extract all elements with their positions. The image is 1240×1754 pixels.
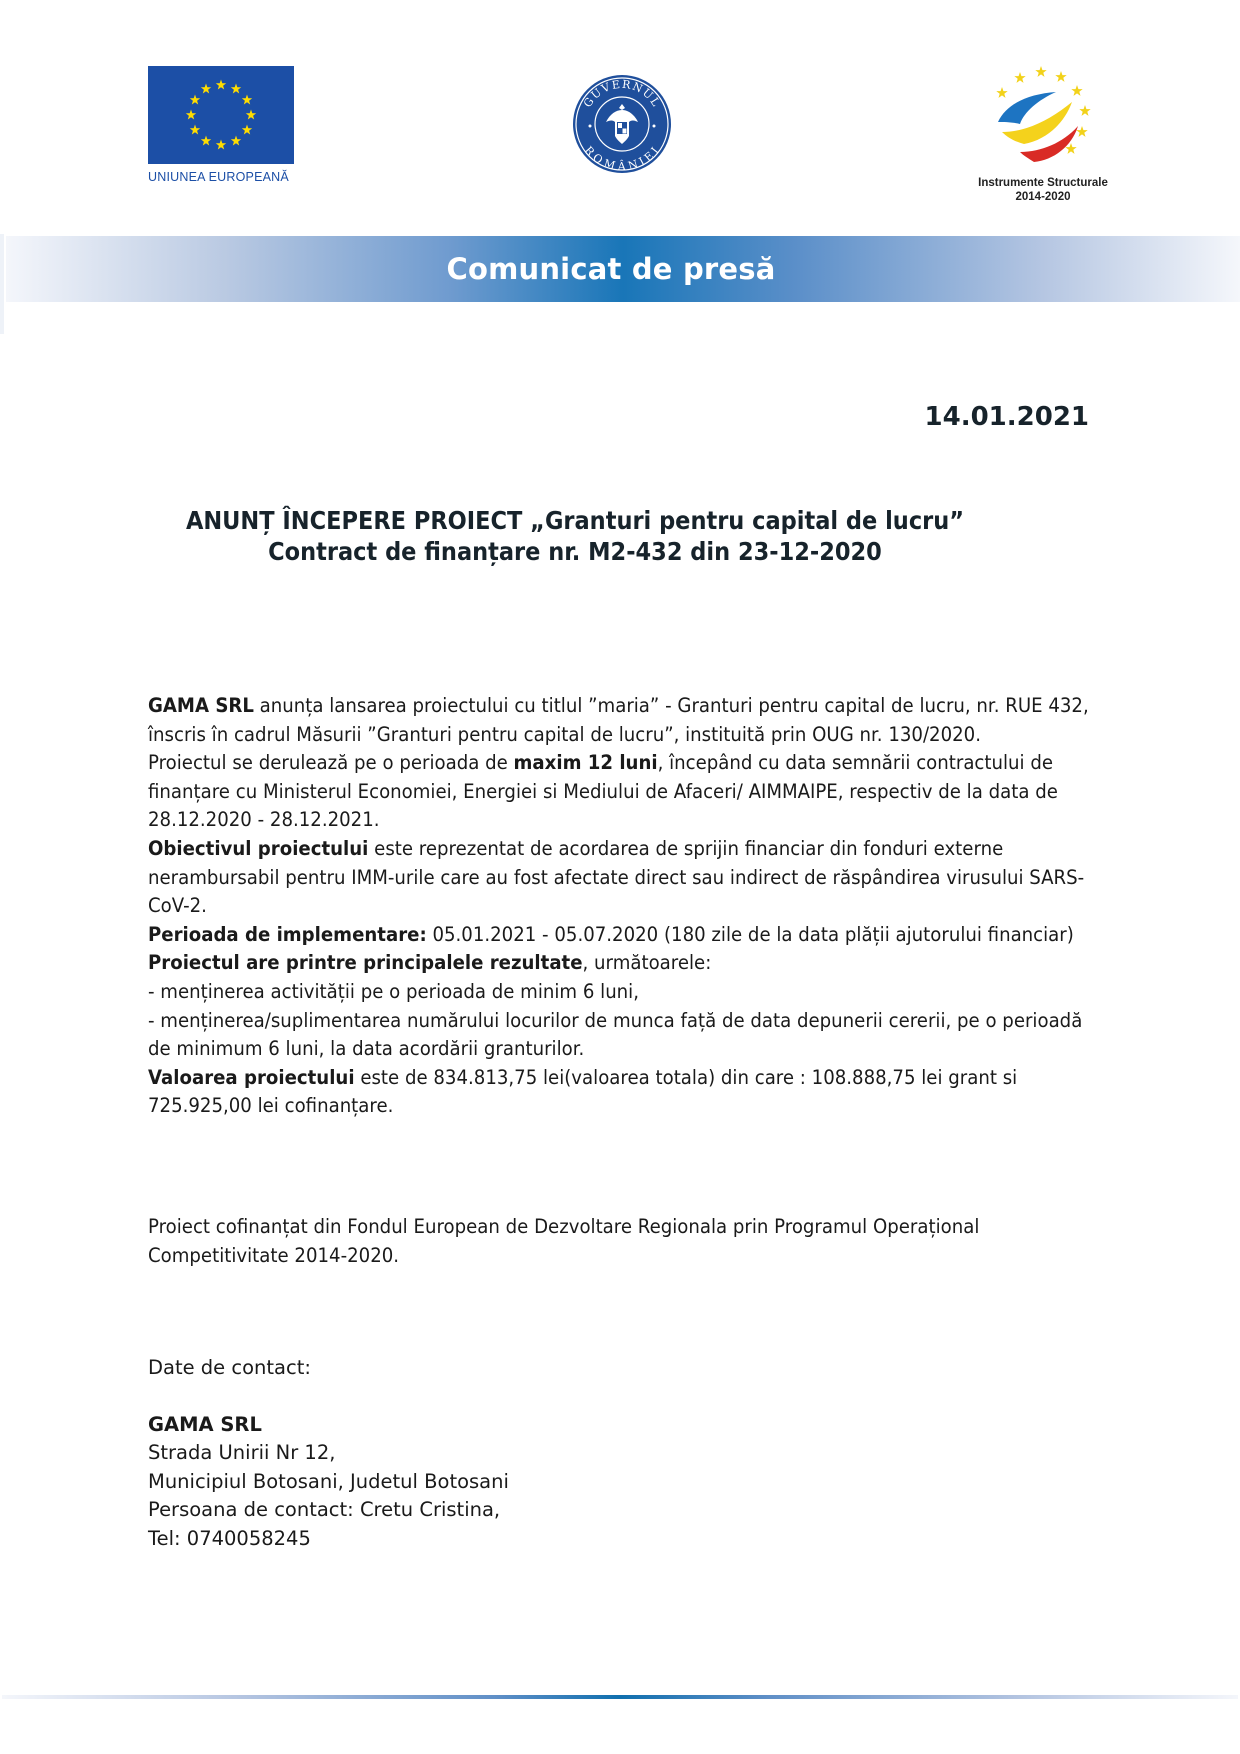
contact-heading: Date de contact: xyxy=(148,1356,311,1379)
title-line-2: Contract de finanțare nr. M2-432 din 23-12-2020 xyxy=(268,537,882,566)
results-text: , următoarele: xyxy=(582,951,712,975)
objective-label: Obiectivul proiectului xyxy=(148,836,369,860)
result-item: - menținerea/suplimentarea numărului locurilor de munca față de data depunerii cererii, pe o perioadă de minimum 6 luni, la data acordării granturilor. xyxy=(148,1008,1083,1061)
romanian-coat-of-arms-icon xyxy=(572,74,672,174)
paragraph-duration xyxy=(148,749,1106,835)
duration-text-before: Proiectul se derulează pe o perioada de xyxy=(148,751,514,775)
structural-instruments-name: Instrumente Structurale xyxy=(978,177,1108,189)
banner-title: Comunicat de presă xyxy=(446,252,776,286)
results-label: Proiectul are printre principalele rezultate xyxy=(148,951,583,975)
structural-instruments-logo xyxy=(968,60,1118,204)
contact-city: Municipiul Botosani, Judetul Botosani xyxy=(148,1469,509,1493)
eu-logo xyxy=(148,66,298,184)
contact-company xyxy=(148,1411,509,1440)
title-line-1: ANUNȚ ÎNCEPERE PROIECT „Granturi pentru capital de lucru” xyxy=(185,506,965,535)
intro-text: anunța lansarea proiectului cu titlul ”maria” - Granturi pentru capital de lucru, nr. RUE 432, înscris în cadrul Măsurii ”Granturi pentru capital de lucru”, instituită prin OUG nr. 130/2020. xyxy=(148,694,1089,746)
footer-divider xyxy=(2,1695,1238,1699)
structural-instruments-icon xyxy=(968,60,1118,170)
objective-text: este reprezentat de acordarea de sprijin financiar din fonduri externe nerambursabil pentru IMM-urile care au fost afectate direct sau indirect de răspândirea virusului SARS-CoV-2. xyxy=(148,836,1085,918)
eu-stars-icon xyxy=(148,66,294,164)
company-name: GAMA SRL xyxy=(148,694,254,717)
funding-statement xyxy=(148,1213,1106,1270)
value-label: Valoarea proiectului xyxy=(148,1065,355,1089)
value-text: este de 834.813,75 lei(valoarea totala) din care : 108.888,75 lei grant si 725.925,00 lei cofinanțare. xyxy=(148,1065,1018,1118)
duration-bold: maxim 12 luni xyxy=(513,751,658,775)
paragraph-results xyxy=(148,949,1106,978)
contact-person: Persoana de contact: Cretu Cristina, xyxy=(148,1498,501,1522)
announcement-body xyxy=(148,692,1106,1121)
paragraph-intro xyxy=(148,692,1106,749)
gov-top-text: GUVERNUL xyxy=(580,77,664,110)
gov-bottom-text: ROMÂNIEI xyxy=(581,143,663,174)
contact-block xyxy=(148,1354,509,1554)
press-release-banner xyxy=(6,236,1240,302)
release-date: 14.01.2021 xyxy=(924,402,1089,432)
banner-edge xyxy=(0,234,4,334)
contact-address: Strada Unirii Nr 12, xyxy=(148,1441,336,1465)
structural-instruments-label xyxy=(968,176,1118,204)
paragraph-implementation xyxy=(148,921,1106,950)
contact-company-name: GAMA SRL xyxy=(148,1412,262,1436)
duration-text-after: , începând cu data semnării contractului de finanțare cu Ministerul Economiei, Energiei si Mediului de Afaceri/ AIMMAIPE, respectiv de la data de 28.12.2020 - 28.12.2021. xyxy=(148,751,1058,832)
result-item: - menținerea activității pe o perioada de minim 6 luni, xyxy=(148,979,639,1003)
paragraph-objective xyxy=(148,835,1106,921)
structural-instruments-period: 2014-2020 xyxy=(1015,191,1071,203)
government-logo xyxy=(572,74,672,174)
implementation-label: Perioada de implementare: xyxy=(148,922,427,946)
eu-flag-icon xyxy=(148,66,294,164)
eu-label: UNIUNEA EUROPEANĂ xyxy=(148,170,289,184)
paragraph-value xyxy=(148,1064,1106,1121)
announcement-title xyxy=(0,505,1150,567)
implementation-text: 05.01.2021 - 05.07.2020 (180 zile de la data plății ajutorului financiar) xyxy=(426,922,1074,946)
funding-text: Proiect cofinanțat din Fondul European de Dezvoltare Regionala prin Programul Operațional Competitivitate 2014-2020. xyxy=(148,1215,980,1267)
contact-phone: Tel: 0740058245 xyxy=(148,1526,311,1550)
